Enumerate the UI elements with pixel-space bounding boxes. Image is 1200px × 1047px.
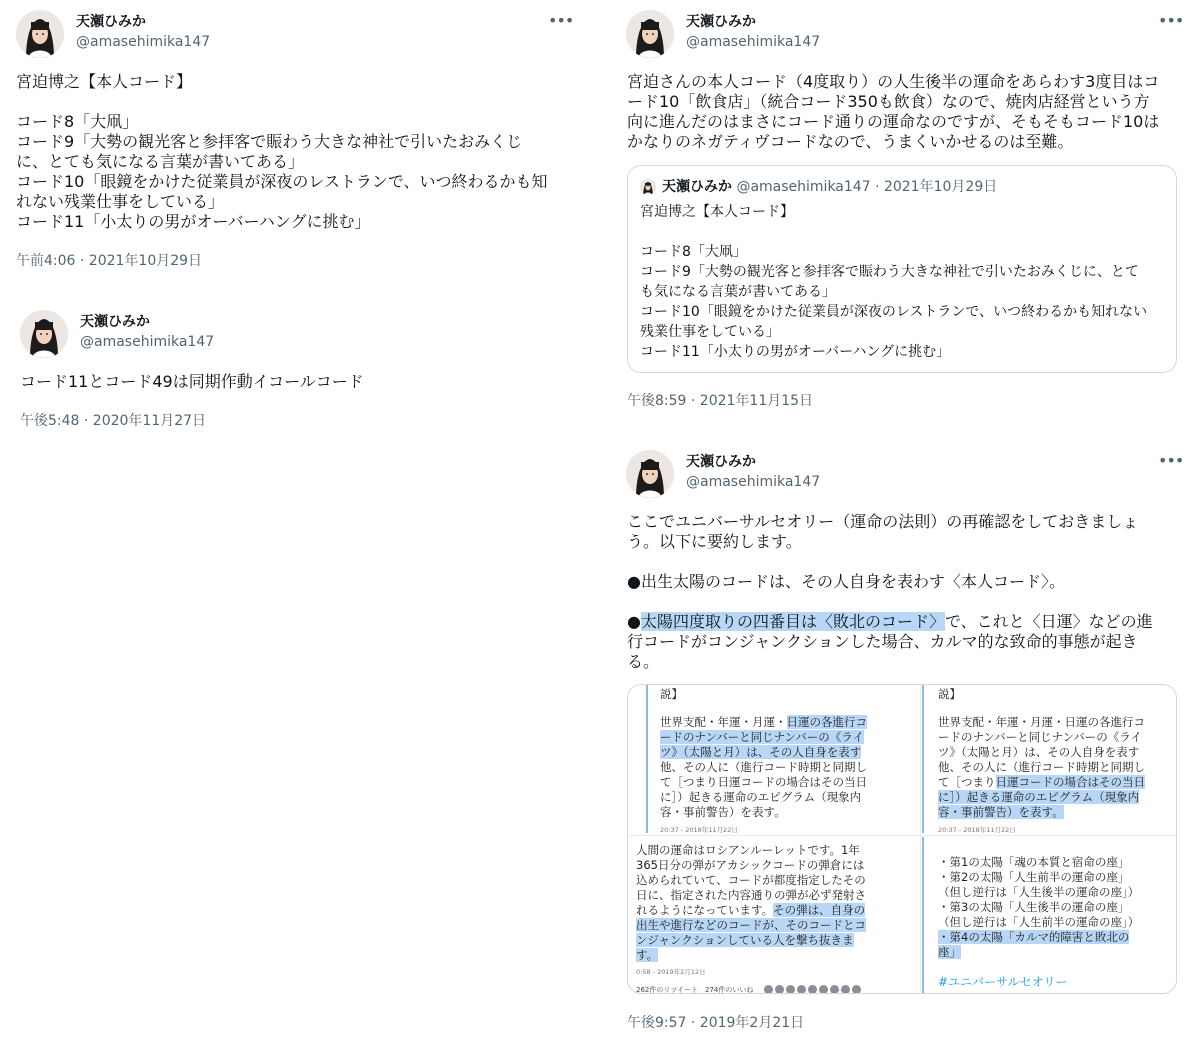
highlighted-text: 容・事前警告）を表す。 xyxy=(938,805,1064,819)
media-text: 説】 xyxy=(660,687,683,701)
tweet-text xyxy=(627,72,1187,152)
highlighted-text: 太陽四度取りの四番目は〈敗北のコード〉 xyxy=(640,612,945,631)
text-line: ・第3の太陽「人生後半の運命の座」 xyxy=(938,900,1130,914)
display-name[interactable]: 天瀬ひみか xyxy=(686,454,756,470)
text-line: れない残業仕事をしている」 xyxy=(16,192,225,211)
media-text: 説】 xyxy=(938,687,961,701)
more-horizontal-icon[interactable]: ••• xyxy=(1158,11,1184,30)
text-line: に、とても気になる言葉が書いてある」 xyxy=(16,152,305,171)
text-line: に］）起きる運命のエピグラム（現象内 xyxy=(660,790,862,804)
text-line: て［つまり日運コードの場合はその当日 xyxy=(660,775,867,789)
avatar[interactable] xyxy=(20,310,68,358)
highlighted-text: 日運の各進行コ xyxy=(786,715,867,729)
text-line: 込められていて、コードが都度指定したその xyxy=(636,873,866,887)
text-line xyxy=(636,918,912,933)
media-timestamp: 20:37 - 2018年11月22日 xyxy=(938,826,1016,834)
thread-line xyxy=(922,837,924,993)
text-line: 宮迫さんの本人コード（4度取り）の人生後半の運命をあらわす3度目はコ xyxy=(627,72,1160,91)
text-line: 人間の運命はロシアンルーレットです。1年 xyxy=(636,843,860,857)
text-fragment: で、これと〈日運〉などの進 xyxy=(944,612,1153,631)
highlighted-text: 座」 xyxy=(938,945,961,959)
text-line: 宮迫博之【本人コード】 xyxy=(640,204,794,220)
quoted-header xyxy=(662,178,997,196)
text-line: ード10「飲食店」（統合コード350も飲食）なので、焼肉店経営という方 xyxy=(627,92,1150,111)
text-line: コード9「大勢の観光客と参拝客で賑わう大きな神社で引いたおみくじに、とて xyxy=(640,264,1139,280)
text-line xyxy=(938,945,1170,960)
text-line: コード8「大凧」 xyxy=(640,244,747,260)
highlighted-text: ードのナンバーと同じナンバーの《ライ xyxy=(660,730,864,744)
highlighted-text: ・第4の太陽「カルマ的障害と敗北の xyxy=(938,930,1130,944)
text-line: コード11「小太りの男がオーバーハングに挑む」 xyxy=(640,344,951,360)
highlighted-text: ツ》（太陽と月）は、その人自身を表す xyxy=(660,745,862,759)
text-line: 容・事前警告）を表す。 xyxy=(660,805,786,819)
liker-avatars xyxy=(764,985,861,994)
text-line xyxy=(660,730,910,745)
media-stats: 262件のリツイート 274件のいいね xyxy=(636,986,754,994)
thread-line xyxy=(922,685,924,833)
text-line: コード10「眼鏡をかけた従業員が深夜のレストランで、いつ終わるかも知れない xyxy=(640,304,1148,320)
grid-divider xyxy=(920,685,921,993)
text-line: （但し逆行は「人生前半の運命の座」） xyxy=(938,915,1140,929)
text-fragment: れるようになっています。 xyxy=(636,903,774,917)
text-fragment: て［つまり xyxy=(938,775,996,789)
text-line xyxy=(640,222,1170,242)
text-line xyxy=(938,775,1170,790)
text-line: る。 xyxy=(627,652,660,671)
text-line: ・第2の太陽「人生前半の運命の座」 xyxy=(938,870,1130,884)
text-line: コード9「大勢の観光客と参拝客で賑わう大きな神社で引いたおみくじ xyxy=(16,132,523,151)
text-line: ツ》（太陽と月）は、その人自身を表す xyxy=(938,745,1140,759)
user-handle[interactable]: @amasehimika147 xyxy=(686,34,821,50)
text-line xyxy=(627,612,1187,632)
text-line: ードのナンバーと同じナンバーの《ライ xyxy=(938,730,1142,744)
blank-line xyxy=(627,552,1187,572)
avatar[interactable] xyxy=(626,450,674,498)
user-handle: @amasehimika147 xyxy=(736,179,871,195)
text-line: 他、その人に（進行コード時期と同期し xyxy=(660,760,867,774)
text-line: も気になる言葉が書いてある」 xyxy=(640,284,836,300)
text-line: ここでユニバーサルセオリー（運命の法則）の再確認をしておきましょ xyxy=(627,512,1139,531)
thread-line xyxy=(646,685,648,833)
display-name: 天瀬ひみか xyxy=(662,179,732,195)
tweet-text xyxy=(627,512,1187,672)
display-name[interactable]: 天瀬ひみか xyxy=(80,314,150,330)
timestamp[interactable]: 午後9:57 · 2019年2月21日 xyxy=(627,1015,805,1031)
user-handle[interactable]: @amasehimika147 xyxy=(76,34,211,50)
avatar[interactable] xyxy=(16,10,64,58)
highlighted-text: その弾は、自身の xyxy=(773,903,866,917)
text-line xyxy=(938,790,1170,805)
attached-media-grid[interactable] xyxy=(627,684,1177,994)
display-name[interactable]: 天瀬ひみか xyxy=(686,14,756,30)
timestamp[interactable]: 午前4:06 · 2021年10月29日 xyxy=(16,253,203,269)
text-line: 他、その人に（進行コード時期と同期し xyxy=(938,760,1145,774)
text-line: 365日分の弾がアカシックコードの弾倉には xyxy=(636,858,865,872)
display-name[interactable]: 天瀬ひみか xyxy=(76,14,146,30)
text-line: 世界支配・年運・月運・日運の各進行コ xyxy=(938,715,1145,729)
avatar[interactable] xyxy=(626,10,674,58)
tweet-text xyxy=(16,72,576,232)
bullet: ● xyxy=(627,612,641,631)
text-line xyxy=(938,805,1170,820)
text-line xyxy=(660,715,910,730)
grid-divider xyxy=(628,835,1176,836)
quoted-tweet[interactable] xyxy=(627,165,1177,373)
avatar xyxy=(640,179,656,195)
highlighted-text: 出生や進行などのコードが、そのコードとコ xyxy=(636,918,866,932)
text-line: コード11「小太りの男がオーバーハングに挑む」 xyxy=(16,212,371,231)
highlighted-text: に］）起きる運命のエピグラム（現象内 xyxy=(938,790,1140,804)
text-line: 向に進んだのはまさにコード通りの運命なのですが、そもそもコード10は xyxy=(627,112,1160,131)
text-line: 行コードがコンジャンクションした場合、カルマ的な致命的事態が起き xyxy=(627,632,1138,651)
timestamp[interactable]: 午後8:59 · 2021年11月15日 xyxy=(627,393,814,409)
text-line xyxy=(660,745,910,760)
highlighted-text: ンジャンクションしている人を撃ち抜きま xyxy=(636,933,854,947)
highlighted-text: 日運コードの場合はその当日 xyxy=(995,775,1145,789)
highlighted-text: す。 xyxy=(636,948,659,962)
text-line: う。以下に要約します。 xyxy=(627,532,802,551)
timestamp[interactable]: 午後5:48 · 2020年11月27日 xyxy=(20,413,207,429)
more-horizontal-icon[interactable]: ••• xyxy=(1158,451,1184,470)
hashtag-link[interactable]: #ユニバーサルセオリー xyxy=(938,975,1068,989)
media-text-block xyxy=(938,715,1170,820)
text-line: 日に、指定された内容通りの弾が必ず発射さ xyxy=(636,888,866,902)
text-line: コード10「眼鏡をかけた従業員が深夜のレストランで、いつ終わるかも知 xyxy=(16,172,548,191)
more-horizontal-icon[interactable]: ••• xyxy=(548,11,574,30)
text-line xyxy=(636,948,912,963)
media-text-block xyxy=(660,715,910,820)
text-line xyxy=(938,930,1170,945)
user-handle[interactable]: @amasehimika147 xyxy=(686,474,821,490)
text-line xyxy=(636,903,912,918)
text-line: ●出生太陽のコードは、その人自身を表わす〈本人コード〉。 xyxy=(627,572,1065,591)
user-handle[interactable]: @amasehimika147 xyxy=(80,334,215,350)
text-line: コード11とコード49は同期作動イコールコード xyxy=(20,372,364,391)
media-text-block xyxy=(938,855,1170,960)
text-line xyxy=(16,92,576,112)
text-line: 宮迫博之【本人コード】 xyxy=(16,72,193,91)
media-timestamp: 20:37 - 2018年11月22日 xyxy=(660,826,738,834)
blank-line xyxy=(627,592,1187,612)
tweet-text xyxy=(20,372,580,392)
text-fragment: 世界支配・年運・月運・ xyxy=(660,715,787,729)
quoted-text xyxy=(640,202,1170,362)
text-line: （但し逆行は「人生後半の運命の座」） xyxy=(938,885,1140,899)
quoted-date: · 2021年10月29日 xyxy=(875,179,998,195)
text-line: ・第1の太陽「魂の本質と宿命の座」 xyxy=(938,855,1130,869)
media-timestamp: 0:58 - 2019年2月12日 xyxy=(636,968,706,976)
text-line: 残業仕事をしている」 xyxy=(640,324,780,340)
text-line xyxy=(636,933,912,948)
text-line: かなりのネガティヴコードなので、うまくいかせるのは至難。 xyxy=(627,132,1074,151)
media-text-block xyxy=(636,843,912,963)
text-line: コード8「大凧」 xyxy=(16,112,139,131)
